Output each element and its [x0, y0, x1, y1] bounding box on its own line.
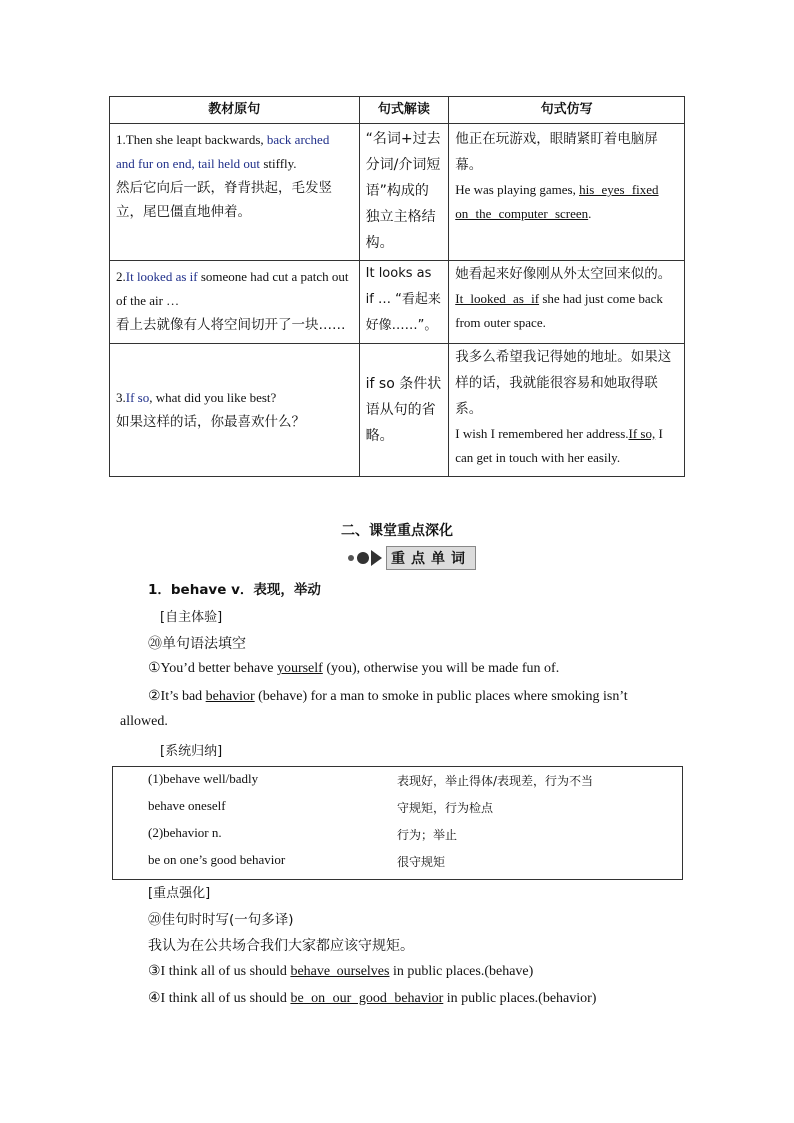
imitation-answer: If so, — [628, 426, 656, 441]
original-highlight: It looked as if — [125, 269, 198, 284]
self-experience-label: [自主体验] — [160, 610, 223, 625]
original-translation: 看上去就像有人将空间切开了一块…… — [116, 317, 346, 333]
summary-cn: 守规矩，行为检点 — [397, 801, 494, 815]
summary-en: (1)behave well/badly — [148, 771, 259, 786]
sentence-table — [109, 96, 685, 477]
exercise-text: in public places.(behave) — [389, 964, 534, 979]
summary-cn: 很守规矩 — [397, 855, 446, 869]
original-highlight: If so — [125, 390, 150, 405]
exercise-text: ①You’d better behave — [148, 661, 277, 676]
imitation-text: I wish I remembered her address. — [455, 426, 629, 441]
translate-title: ⑳佳句时时写(一句多译) — [148, 912, 294, 928]
summary-en: behave oneself — [148, 798, 226, 813]
analysis-text: It looks as if … “看起来好像……”。 — [365, 266, 441, 333]
imitation-translation: 我多么希望我记得她的地址。如果这样的话，我就能很容易和她取得联系。 — [455, 349, 672, 417]
exercise-text: ③I think all of us should — [148, 964, 291, 979]
summary-cn: 行为；举止 — [397, 828, 458, 842]
original-cell — [110, 124, 360, 261]
imitation-answer: It looked as if — [455, 291, 540, 306]
exercise-answer: yourself — [276, 661, 323, 676]
summary-en: be on one’s good behavior — [148, 852, 286, 867]
imitation-text: she had just come back from outer space. — [455, 291, 663, 330]
exercise-text: ②It’s bad — [148, 689, 206, 704]
summary-box — [112, 766, 683, 880]
original-number: 3. — [116, 390, 126, 405]
exercise-text: (you), otherwise you will be made fun of. — [322, 661, 560, 676]
original-text: someone had cut a patch out of the air … — [116, 269, 349, 308]
exercise-answer: be on our good behavior — [290, 991, 444, 1006]
imitation-translation: 他正在玩游戏，眼睛紧盯着电脑屏幕。 — [455, 131, 658, 173]
original-translation: 然后它向后一跃，脊背拱起，毛发竖立，尾巴僵直地伸着。 — [116, 180, 332, 220]
exercise-text: (behave) for a man to smoke in public places where smoking isn’t — [254, 689, 628, 704]
exercise-answer: behavior — [205, 689, 255, 704]
imitation-text: I can get in touch with her easily. — [455, 426, 663, 465]
analysis-text: “名词+过去分词/介词短语”构成的独立主格结构。 — [365, 131, 441, 251]
analysis-cell — [359, 124, 449, 261]
header-original: 教材原句 — [110, 97, 360, 124]
original-number: 2. — [116, 269, 126, 284]
table-row — [110, 261, 685, 344]
word-heading: 1．behave v．表现，举动 — [148, 582, 321, 598]
original-text: stiffly. — [260, 156, 297, 171]
original-cell — [110, 261, 360, 344]
original-cell — [110, 344, 360, 477]
imitation-cell — [449, 261, 685, 344]
translate-chinese: 我认为在公共场合我们大家都应该守规矩。 — [148, 938, 414, 954]
analysis-text: if so 条件状语从句的省略。 — [365, 376, 442, 444]
exercise-3 — [148, 963, 533, 980]
original-translation: 如果这样的话，你最喜欢什么？ — [116, 414, 305, 430]
exercise-answer: behave ourselves — [290, 964, 390, 979]
exercise-1 — [148, 660, 559, 677]
bullet-dot-icon — [357, 552, 369, 564]
original-text: , what did you like best? — [149, 390, 277, 405]
imitation-translation: 她看起来好像刚从外太空回来似的。 — [455, 266, 672, 282]
exercise-2-continued: allowed. — [120, 714, 168, 729]
analysis-cell — [359, 344, 449, 477]
original-highlight: back arched and fur on end, tail held out — [116, 132, 330, 171]
exercise-4 — [148, 990, 596, 1007]
exercise-2 — [148, 688, 628, 705]
table-header-row — [110, 97, 685, 124]
summary-cn: 表现好，举止得体/表现差，行为不当 — [397, 774, 594, 788]
header-analysis: 句式解读 — [359, 97, 449, 124]
original-text: 1.Then she leapt backwards, — [116, 132, 267, 147]
exercise-text: ④I think all of us should — [148, 991, 291, 1006]
banner-label: 重点单词 — [386, 546, 476, 570]
bullet-dot-icon — [348, 555, 354, 561]
table-row — [110, 344, 685, 477]
table-row — [110, 124, 685, 261]
header-imitation: 句式仿写 — [449, 97, 685, 124]
section-title: 二、课堂重点深化 — [341, 523, 453, 539]
imitation-text: . — [588, 206, 592, 221]
reinforce-label: [重点强化] — [148, 886, 211, 901]
arrow-right-icon — [371, 550, 382, 566]
imitation-cell — [449, 344, 685, 477]
exercise-text: in public places.(behavior) — [443, 991, 597, 1006]
imitation-text: He was playing games, — [455, 182, 580, 197]
summary-label: [系统归纳] — [160, 744, 223, 759]
analysis-cell — [359, 261, 449, 344]
key-words-banner — [348, 547, 476, 569]
fill-blank-title: ⑳单句语法填空 — [148, 636, 246, 652]
imitation-cell — [449, 124, 685, 261]
summary-en: (2)behavior n. — [148, 825, 222, 840]
imitation-answer: his eyes fixed on the computer screen — [455, 182, 659, 221]
